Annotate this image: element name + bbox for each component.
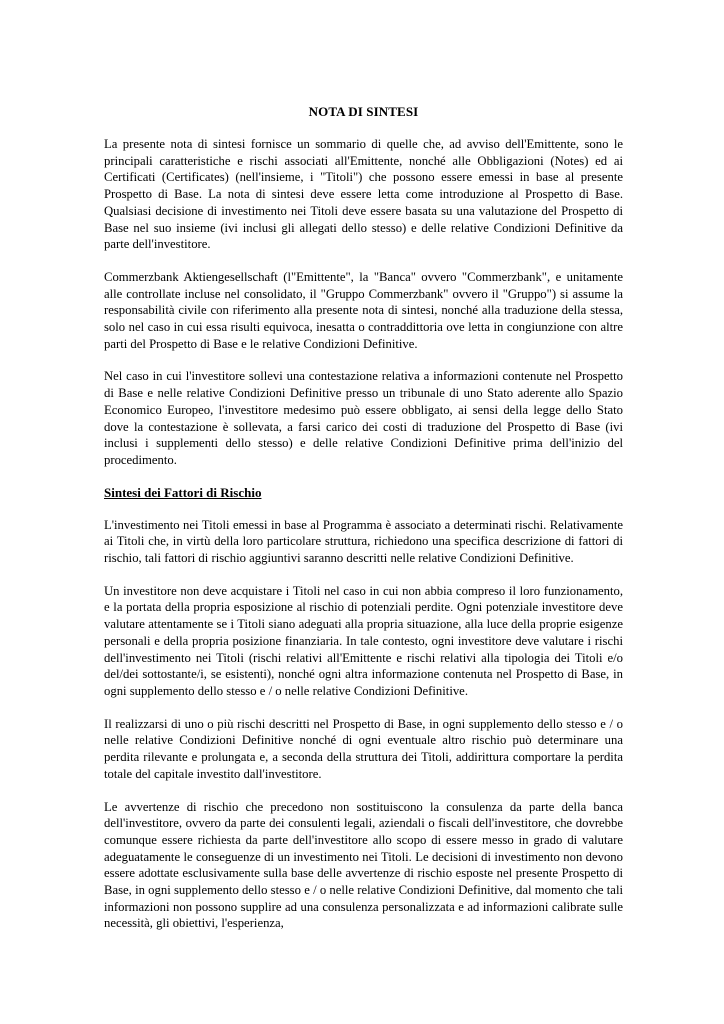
risk-paragraph-2: Un investitore non deve acquistare i Titoli nel caso in cui non abbia compreso il loro funzionamento, e la portata della propria esposizione al rischio di potenziali perdite. Ogni potenziale investitore deve valutare attentamente se i Titoli siano adeguati alla propria situazione, alla luce della proprie esigenze personali e della propria posizione finanziaria. In tale contesto, ogni investitore deve valutare i rischi dell'investimento nei Titoli (rischi relativi all'Emittente e rischi relativi alla tipologia dei Titoli e/o del/dei sottostante/i, se esistenti), nonché ogni altra informazione contenuta nel Prospetto di Base, in ogni supplemento dello stesso e / o nelle relative Condizioni Definitive.: [104, 583, 623, 698]
intro-paragraph-1: La presente nota di sintesi fornisce un sommario di quelle che, ad avviso dell'Emittente, sono le principali caratteristiche e rischi associati all'Emittente, nonché alle Obbligazioni (Notes) ed ai Certificati (Certificates) (nell'insieme, i "Titoli") che possono essere emessi in base al presente Prospetto di Base. La nota di sintesi deve essere letta come introduzione al Prospetto di Base. Qualsiasi decisione di investimento nei Titoli deve essere basata su una valutazione del Prospetto di Base nel suo insieme (ivi inclusi gli allegati dello stesso) e delle relative Condizioni Definitive da parte dell'investitore.: [104, 137, 623, 252]
page-content: [104, 104, 623, 948]
risk-paragraph-1: L'investimento nei Titoli emessi in base al Programma è associato a determinati rischi. Relativamente ai Titoli che, in virtù della loro particolare struttura, richiedono una specifica descrizione di fattori di rischio, tali fattori di rischio aggiuntivi saranno descritti nelle relative Condizioni Definitive.: [104, 517, 623, 566]
section-heading-risk-factors: Sintesi dei Fattori di Rischio: [104, 484, 262, 500]
risk-paragraph-3: Il realizzarsi di uno o più rischi descritti nel Prospetto di Base, in ogni supplemento dello stesso e / o nelle relative Condizioni Definitive nonché di ogni eventuale altro rischio può determinare una perdita rilevante e prolungata e, a seconda della struttura dei Titoli, addirittura comportare la perdita totale del capitale investito dall'investitore.: [104, 716, 623, 781]
risk-paragraph-4: Le avvertenze di rischio che precedono non sostituiscono la consulenza da parte della banca dell'investitore, ovvero da parte dei consulenti legali, aziendali o fiscali dell'investitore, che dovrebbe comunque essere richiesta da parte dell'investitore allo scopo di essere messo in grado di valutare adeguatamente le conseguenze di un investimento nei Titoli. Le decisioni di investimento non devono essere adottate esclusivamente sulla base delle avvertenze di rischio esposte nel presente Prospetto di Base, in ogni supplemento dello stesso e / o nelle relative Condizioni Definitive, dal momento che tali informazioni non possono supplire ad una consulenza personalizzata e ad informazioni calibrate sulle necessità, gli obiettivi, l'esperienza,: [104, 799, 623, 931]
intro-paragraph-2: Commerzbank Aktiengesellschaft (l"Emittente", la "Banca" ovvero "Commerzbank", e unitamente alle controllate incluse nel consolidato, il "Gruppo Commerzbank" ovvero il "Gruppo") si assume la responsabilità civile con riferimento alla presente nota di sintesi, nonché alla traduzione della stessa, solo nel caso in cui essa risulti equivoca, inesatta o contraddittoria ove letta in congiunzione con altre parti del Prospetto di Base e le relative Condizioni Definitive.: [104, 269, 623, 351]
page-title: NOTA DI SINTESI: [308, 104, 419, 119]
intro-paragraph-3: Nel caso in cui l'investitore sollevi una contestazione relativa a informazioni contenute nel Prospetto di Base e nelle relative Condizioni Definitive presso un tribunale di uno Stato aderente allo Spazio Economico Europeo, l'investitore medesimo può essere obbligato, ai sensi della legge dello Stato dove la contestazione è sollevata, a farsi carico dei costi di traduzione del Prospetto di Base (ivi inclusi i supplementi dello stesso) e delle relative Condizioni Definitive prima dell'inizio del procedimento.: [104, 369, 623, 467]
